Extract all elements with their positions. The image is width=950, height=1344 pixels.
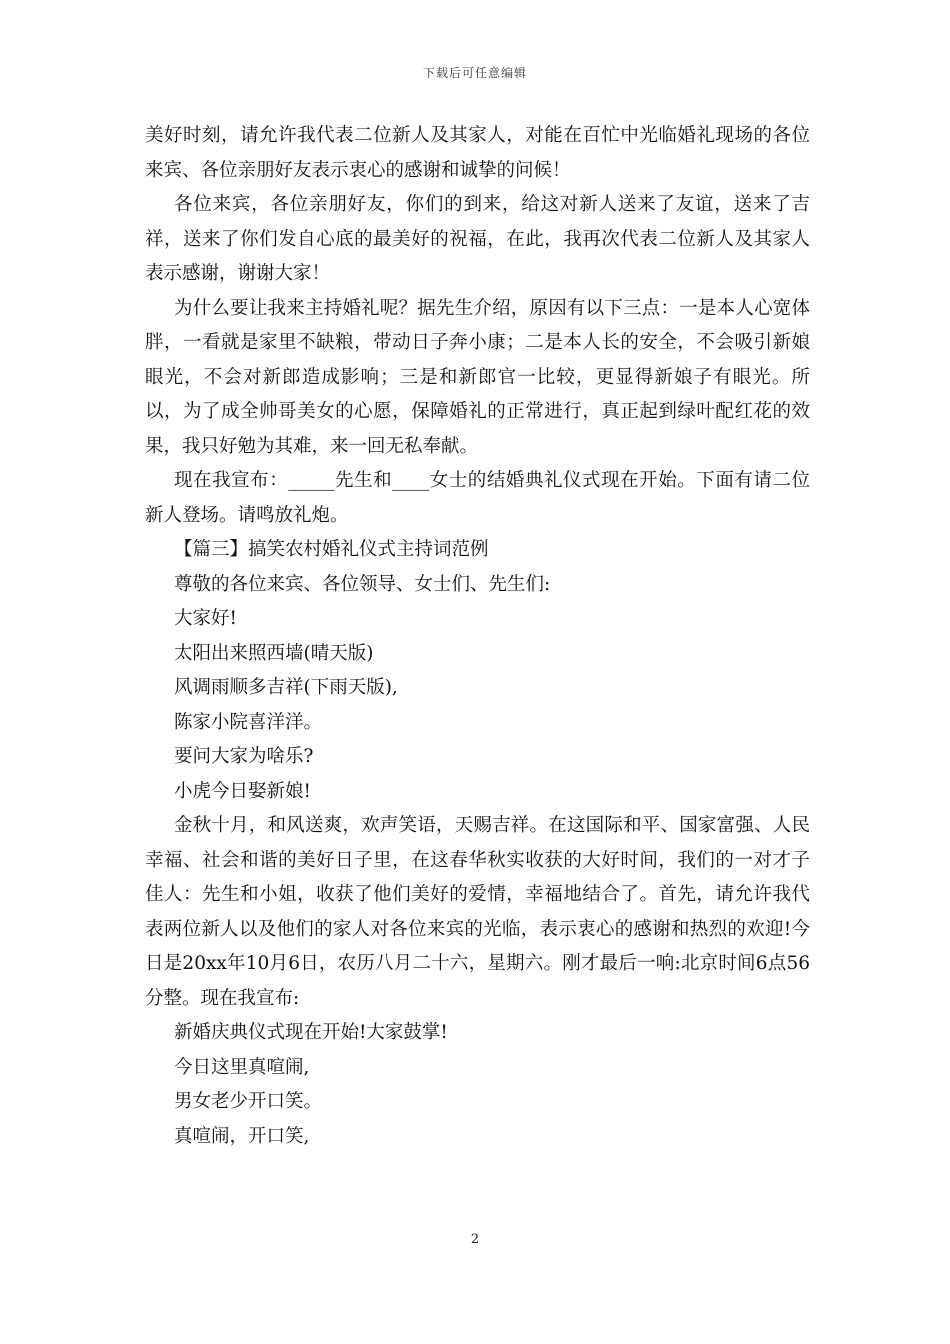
paragraph: 现在我宣布：_____先生和____女士的结婚典礼仪式现在开始。下面有请二位新人登场。请鸣放礼炮。	[145, 470, 810, 526]
page-header: 下载后可任意编辑	[422, 66, 527, 80]
verse-line: 今日这里真喧闹,	[174, 1056, 310, 1078]
paragraph: 为什么要让我来主持婚礼呢？据先生介绍，原因有以下三点：一是本人心宽体胖，一看就是家里不缺粮，带动日子奔小康；二是本人长的安全，不会吸引新娘眼光，不会对新郎造成影响；三是和新郎官一比较，更显得新娘子有眼光。所以，为了成全帅哥美女的心愿，保障婚礼的正常进行，真正起到绿叶配红花的效果，我只好勉为其难，来一回无私奉献。	[145, 297, 810, 457]
verse-line: 真喧闹，开口笑,	[174, 1125, 310, 1147]
paragraph: 新婚庆典仪式现在开始!大家鼓掌!	[174, 1022, 448, 1043]
paragraph: 尊敬的各位来宾、各位领导、女士们、先生们:	[174, 573, 551, 595]
verse-line: 要问大家为啥乐?	[174, 746, 314, 767]
paragraph: 各位来宾，各位亲朋好友，你们的到来，给这对新人送来了友谊，送来了吉祥，送来了你们发自心底的最美好的祝福，在此，我再次代表二位新人及其家人表示感谢，谢谢大家！	[145, 194, 810, 284]
paragraph: 大家好!	[174, 608, 237, 629]
verse-line: 陈家小院喜洋洋。	[174, 711, 323, 733]
verse-line: 男女老少开口笑。	[174, 1091, 323, 1112]
verse-line: 太阳出来照西墙(晴天版)	[174, 642, 374, 664]
paragraph: 金秋十月，和风送爽，欢声笑语，天赐吉祥。在这国际和平、国家富强、人民幸福、社会和谐的美好日子里，在这春华秋实收获的大好时间，我们的一对才子佳人：先生和小姐，收获了他们美好的爱情，幸福地结合了。首先，请允许我代表两位新人以及他们的家人对各位来宾的光临，表示衷心的感谢和热烈的欢迎!今日是20xx年10月6日，农历八月二十六，星期六。刚才最后一响:北京时间6点56分整。现在我宣布:	[145, 815, 811, 1009]
verse-line: 小虎今日娶新娘!	[174, 780, 311, 802]
page-number: 2	[470, 1232, 480, 1247]
verse-line: 风调雨顺多吉祥(下雨天版),	[174, 677, 398, 698]
section-heading: 【篇三】搞笑农村婚礼仪式主持词范例	[174, 539, 489, 560]
paragraph: 美好时刻，请允许我代表二位新人及其家人，对能在百忙中光临婚礼现场的各位来宾、各位亲朋好友表示衷心的感谢和诚挚的问候！	[145, 125, 810, 181]
document-body	[145, 119, 810, 1154]
